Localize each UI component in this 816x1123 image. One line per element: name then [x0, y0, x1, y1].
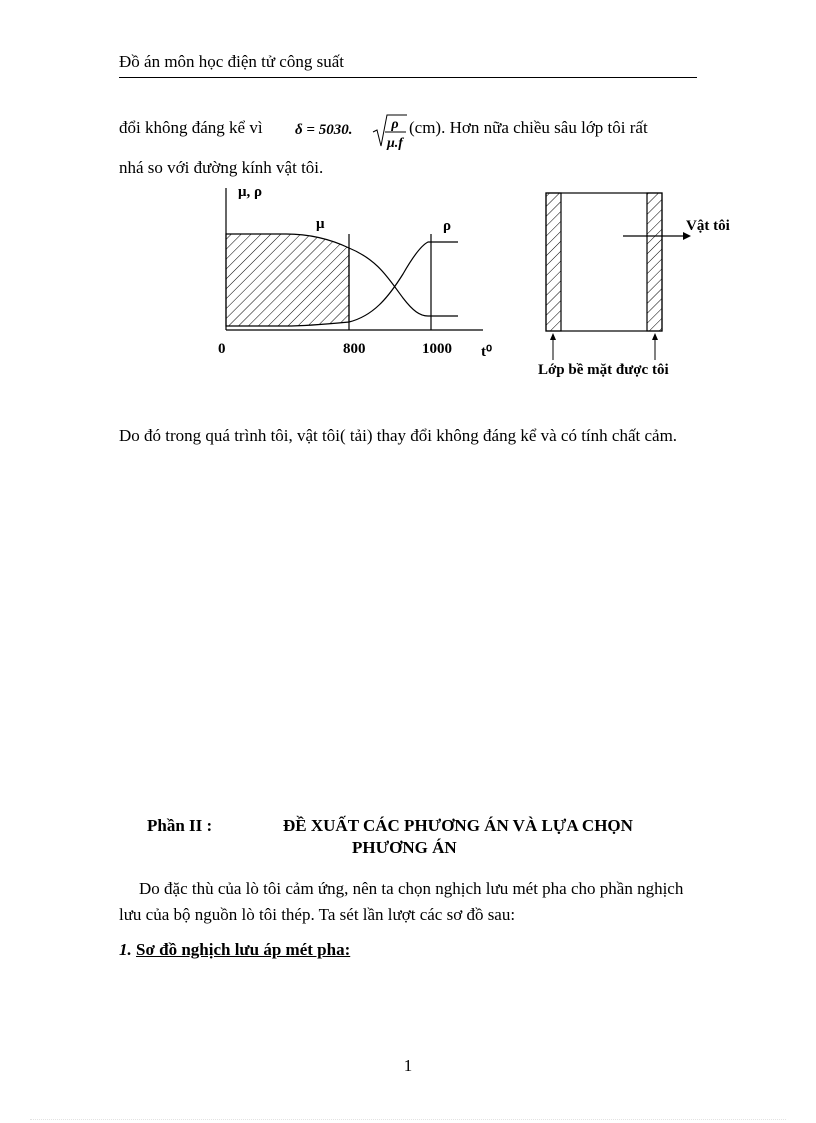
page-number: 1 — [403, 1056, 413, 1075]
x-axis-label: t⁰ — [481, 344, 493, 360]
section-paragraph: Do đặc thù của lò tôi cảm ứng, nên ta chọn nghịch lưu mét pha cho phần nghịch lưu của bộ nguồn lò tôi thép. Ta sét lần lượt các sơ đồ sau: — [119, 879, 684, 924]
y-axis-label: μ, ρ — [238, 184, 263, 200]
tick-0: 0 — [218, 341, 226, 357]
formula-numerator: ρ — [391, 117, 399, 132]
left-surface-layer — [546, 193, 561, 331]
subheading-number: 1. — [119, 940, 132, 959]
figure — [198, 178, 768, 403]
intro-line-2: nhá so với đường kính vật tôi. — [119, 158, 324, 177]
page-header — [119, 52, 697, 78]
tick-1000: 1000 — [422, 341, 452, 357]
surface-layer-label: Lớp bề mặt được tôi — [538, 362, 669, 378]
section-title-line1: ĐỀ XUẤT CÁC PHƯƠNG ÁN VÀ LỰA CHỌN — [283, 816, 633, 835]
subheading-text: Sơ đồ nghịch lưu áp mét pha: — [136, 940, 351, 959]
formula-lhs: δ = 5030. — [295, 122, 353, 138]
hatched-region — [226, 234, 349, 326]
text-before-formula: đổi không đáng kể vì — [119, 118, 263, 137]
rho-label: ρ — [443, 218, 452, 234]
page-bottom-divider — [30, 1119, 786, 1120]
tick-800: 800 — [343, 341, 366, 357]
section-title-line2: PHƯƠNG ÁN — [352, 838, 457, 857]
rho-curve — [349, 242, 458, 322]
body-paragraph: Do đó trong quá trình tôi, vật tôi( tải) thay đổi không đáng kể và có tính chất cảm. — [119, 426, 678, 445]
workpiece-label: Vật tôi — [686, 218, 730, 234]
section-label: Phần II : — [147, 816, 213, 835]
skin-depth-formula — [295, 112, 407, 152]
formula-line — [119, 112, 719, 152]
text-after-formula: (cm). Hơn nữa chiều sâu lớp tôi rất — [409, 118, 648, 137]
mu-label: μ — [316, 216, 325, 232]
right-surface-layer — [647, 193, 662, 331]
header-title: Đồ án môn học điện tử công suất — [119, 52, 344, 71]
subheading — [119, 940, 350, 960]
formula-denominator: μ.f — [387, 136, 403, 151]
mu-curve — [349, 248, 458, 316]
figure-svg — [198, 178, 768, 398]
workpiece-outline — [546, 193, 662, 331]
